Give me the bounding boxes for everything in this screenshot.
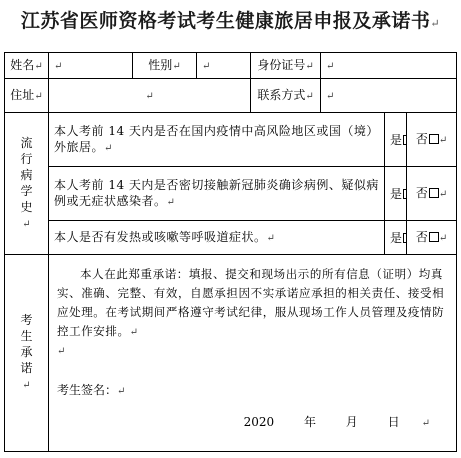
address-label: 住址↵ [5, 79, 49, 113]
gender-field[interactable]: ↵ [197, 53, 251, 79]
sign-date: 2020 年 月 日 ↵ [243, 415, 431, 429]
epi-history-section-label: 流 行 病 学 史 ↵ [5, 113, 49, 255]
date-day-unit: 日 [387, 415, 400, 429]
epi-question-2-text: 本人考前 14 天内是否密切接触新冠肺炎确诊病例、疑似病例或无症状感染者。↵ [49, 167, 385, 221]
title-text: 江苏省医师资格考试考生健康旅居申报及承诺书 [20, 10, 431, 32]
promise-content: 本人在此郑重承诺：填报、提交和现场出示的所有信息（证明）均真实、准确、完整、有效，自愿承担因不实承诺应承担的相关责任、接受相应处理。在考试期间严格遵守考试纪律，服从现场工作人员管理及疫情防控工作安排。↵ ↵ 考生签名：↵ 2020 年 月 日 ↵ [49, 255, 457, 452]
epi-question-3-text: 本人是否有发热或咳嗽等呼吸道症状。↵ [49, 221, 385, 255]
declaration-form-table [4, 52, 457, 452]
checkbox-icon[interactable] [403, 233, 406, 243]
id-number-field[interactable]: ↵ [321, 53, 457, 79]
epi-question-3-yes-option[interactable]: 是 [385, 221, 407, 255]
checkbox-icon[interactable] [403, 189, 406, 199]
signature-line[interactable]: 考生签名：↵ [57, 383, 126, 397]
row-name-gender-id [5, 53, 457, 79]
epi-question-2-no-option[interactable]: 否 ↵ [407, 167, 457, 221]
checkbox-icon[interactable] [429, 134, 439, 144]
checkbox-icon[interactable] [429, 232, 439, 242]
epi-question-row-3 [5, 221, 457, 255]
epi-question-1-text: 本人考前 14 天内是否在国内疫情中高风险地区或国（境）外旅居。↵ [49, 113, 385, 167]
date-year: 2020 [243, 415, 275, 429]
checkbox-icon[interactable] [429, 188, 439, 198]
epi-question-row-2 [5, 167, 457, 221]
document-title [0, 6, 461, 33]
promise-text: 本人在此郑重承诺：填报、提交和现场出示的所有信息（证明）均真实、准确、完整、有效，自愿承担因不实承诺应承担的相关责任、接受相应处理。在考试期间严格遵守考试纪律，服从现场工作人员管理及疫情防控工作安排。↵ [57, 267, 445, 338]
epi-question-1-no-option[interactable]: 否 ↵ [407, 113, 457, 167]
checkbox-icon[interactable] [403, 135, 406, 145]
name-field[interactable]: ↵ [49, 53, 133, 79]
name-label: 姓名↵ [5, 53, 49, 79]
epi-question-row-1 [5, 113, 457, 167]
date-year-unit: 年 [303, 415, 316, 429]
contact-label: 联系方式↵ [251, 79, 321, 113]
promise-row [5, 255, 457, 452]
promise-section-label: 考 生 承 诺 ↵ [5, 255, 49, 452]
paragraph-mark-icon: ↵ [430, 17, 441, 30]
epi-question-2-yes-option[interactable]: 是 [385, 167, 407, 221]
gender-label: 性别↵ [133, 53, 197, 79]
address-field[interactable]: ↵ [49, 79, 251, 113]
row-address-contact [5, 79, 457, 113]
contact-field[interactable]: ↵ [321, 79, 457, 113]
id-number-label: 身份证号↵ [251, 53, 321, 79]
epi-question-3-no-option[interactable]: 否 ↵ [407, 221, 457, 255]
epi-question-1-yes-option[interactable]: 是 [385, 113, 407, 167]
date-month-unit: 月 [345, 415, 358, 429]
